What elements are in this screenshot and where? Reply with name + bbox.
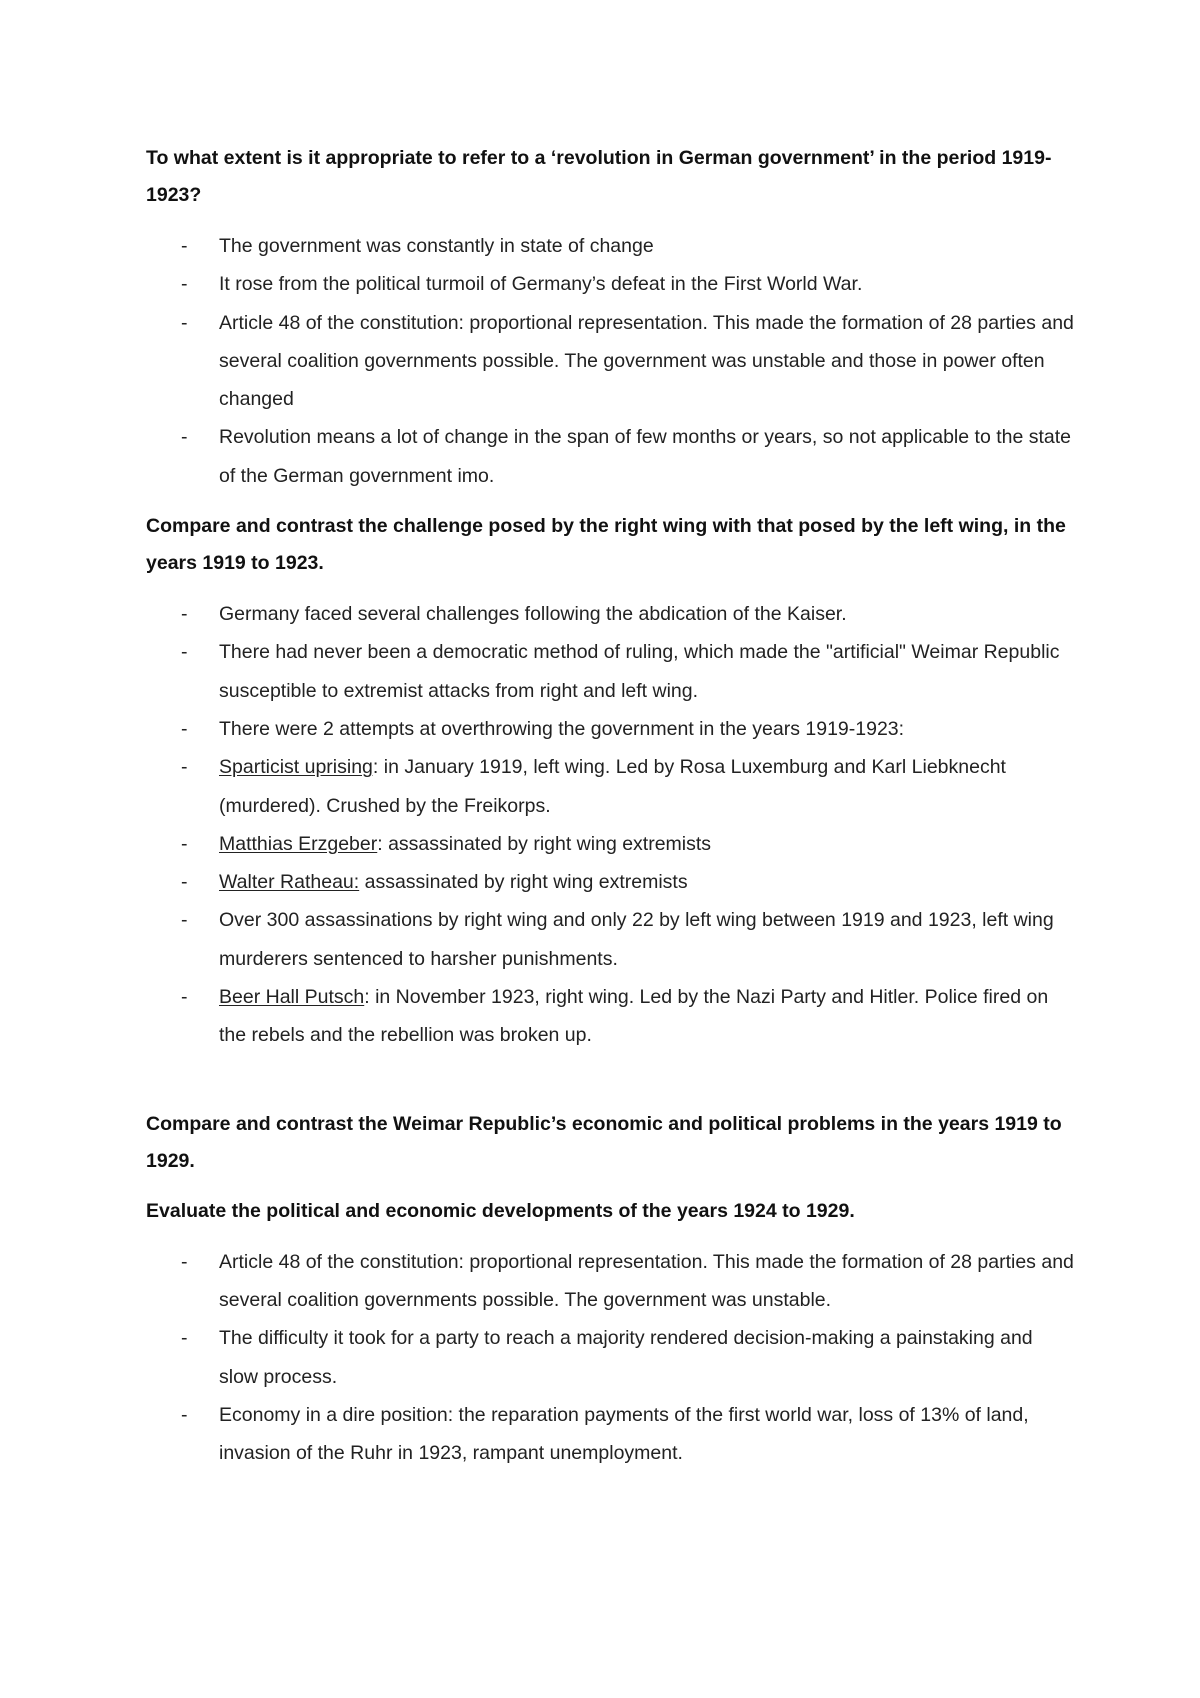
dash-bullet-icon: -: [181, 871, 188, 894]
section-heading: Evaluate the political and economic developments of the years 1924 to 1929.: [146, 1199, 855, 1222]
section-economic-political: [146, 1106, 1076, 1473]
underlined-term: Matthias Erzgeber: [219, 832, 378, 855]
list-item: - Economy in a dire position: the reparation payments of the first world war, loss of 13% of land, invasion of the Ruhr in 1923, rampant unemployment.: [146, 1396, 1076, 1473]
section-right-vs-left: [146, 508, 1076, 1055]
section-heading: Compare and contrast the Weimar Republic’s economic and political problems in the years 1919 to 1929.: [146, 1112, 1062, 1172]
list-item: - Walter Ratheau: assassinated by right wing extremists: [146, 863, 1076, 901]
dash-bullet-icon: -: [181, 273, 188, 296]
list-item: - The government was constantly in state of change: [146, 227, 1076, 265]
dash-bullet-icon: -: [181, 311, 188, 334]
list-item: - Germany faced several challenges following the abdication of the Kaiser.: [146, 595, 1076, 633]
dash-bullet-icon: -: [181, 1250, 188, 1273]
dash-bullet-icon: -: [181, 986, 188, 1009]
underlined-term: Beer Hall Putsch: [219, 986, 365, 1009]
section-revolution: [146, 140, 1076, 495]
underlined-term: Sparticist uprising: [219, 756, 373, 779]
dash-bullet-icon: -: [181, 426, 188, 449]
list-item: - There were 2 attempts at overthrowing the government in the years 1919-1923:: [146, 710, 1076, 748]
bullet-list: [146, 1243, 1076, 1473]
dash-bullet-icon: -: [181, 235, 188, 257]
list-item: - Article 48 of the constitution: proportional representation. This made the formation of 28 parties and several coalition governments possible. The government was unstable.: [146, 1243, 1076, 1320]
dash-bullet-icon: -: [181, 1403, 188, 1426]
document-page: [146, 140, 1076, 1472]
bullet-list: [146, 227, 1076, 495]
list-item: - Article 48 of the constitution: proportional representation. This made the formation of 28 parties and several coalition governments possible. The government was unstable and those in power often changed: [146, 304, 1076, 419]
list-item: - The difficulty it took for a party to reach a majority rendered decision-making a painstaking and slow process.: [146, 1319, 1076, 1396]
list-item: - Revolution means a lot of change in the span of few months or years, so not applicable to the state of the German government imo.: [146, 418, 1076, 495]
list-item: - It rose from the political turmoil of Germany’s defeat in the First World War.: [146, 265, 1076, 303]
dash-bullet-icon: -: [181, 909, 188, 932]
list-item: - Matthias Erzgeber: assassinated by right wing extremists: [146, 825, 1076, 863]
section-heading: Compare and contrast the challenge posed by the right wing with that posed by the left wing, in the years 1919 to 1923.: [146, 515, 1066, 575]
bullet-list: [146, 595, 1076, 1055]
list-item: - Sparticist uprising: in January 1919, left wing. Led by Rosa Luxemburg and Karl Liebknecht (murdered). Crushed by the Freikorps.: [146, 748, 1076, 825]
dash-bullet-icon: -: [181, 756, 188, 779]
section-heading: To what extent is it appropriate to refer to a ‘revolution in German government’ in the period 1919-1923?: [146, 147, 1052, 206]
list-item: - Over 300 assassinations by right wing and only 22 by left wing between 1919 and 1923, left wing murderers sentenced to harsher punishments.: [146, 901, 1076, 978]
dash-bullet-icon: -: [181, 717, 188, 740]
dash-bullet-icon: -: [181, 1327, 188, 1350]
list-item: - Beer Hall Putsch: in November 1923, right wing. Led by the Nazi Party and Hitler. Police fired on the rebels and the rebellion was broken up.: [146, 978, 1076, 1055]
underlined-term: Walter Ratheau:: [219, 871, 360, 894]
dash-bullet-icon: -: [181, 603, 188, 626]
list-item: - There had never been a democratic method of ruling, which made the "artificial" Weimar Republic susceptible to extremist attacks from right and left wing.: [146, 633, 1076, 710]
dash-bullet-icon: -: [181, 641, 188, 664]
dash-bullet-icon: -: [181, 832, 188, 855]
